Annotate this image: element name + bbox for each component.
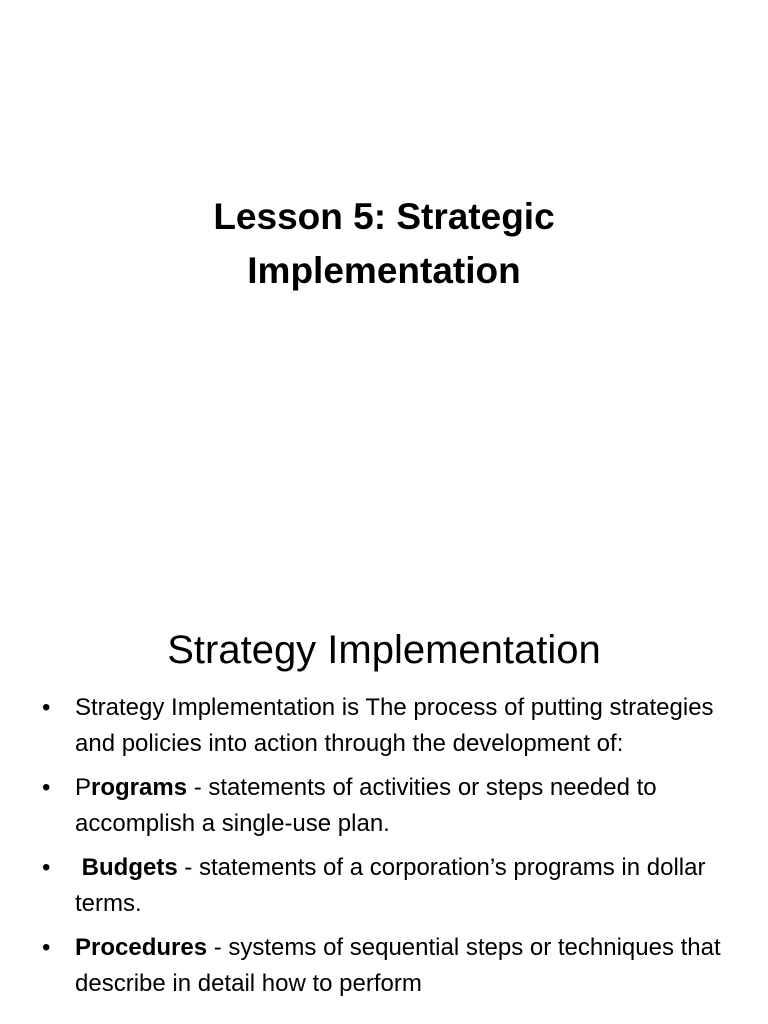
bullet-lead: P	[75, 774, 92, 801]
bullet-text: Strategy Implementation is The process of putting strategies and policies into action through the development of:	[75, 694, 714, 757]
bullet-dot-icon: •	[42, 854, 51, 881]
bullet-dot-icon: •	[42, 694, 51, 721]
bullet-item-budgets	[0, 850, 768, 922]
bullet-item-programs	[0, 770, 768, 842]
bullet-term: Procedures	[75, 934, 208, 961]
bullet-dot-icon: •	[42, 934, 51, 961]
bullet-lead	[75, 854, 82, 881]
bullet-term: rograms	[91, 774, 188, 801]
bullet-text: - statements of a corporation’s programs in dollar terms.	[75, 854, 706, 917]
slide-heading: Strategy Implementation	[167, 628, 601, 672]
bullet-text: - statements of activities or steps needed to accomplish a single-use plan.	[75, 774, 657, 837]
lesson-title	[0, 190, 768, 298]
bullet-dot-icon: •	[42, 774, 51, 801]
bullet-text: - systems of sequential steps or techniques that describe in detail how to perform	[75, 934, 721, 997]
bullet-list	[0, 690, 768, 1010]
bullet-item-procedures	[0, 930, 768, 1002]
slide-strategy-implementation	[0, 576, 768, 1024]
bullet-term: Budgets	[81, 854, 178, 881]
lesson-title-line-2: Implementation	[247, 250, 521, 291]
lesson-title-line-1: Lesson 5: Strategic	[213, 196, 555, 237]
bullet-item-definition	[0, 690, 768, 762]
